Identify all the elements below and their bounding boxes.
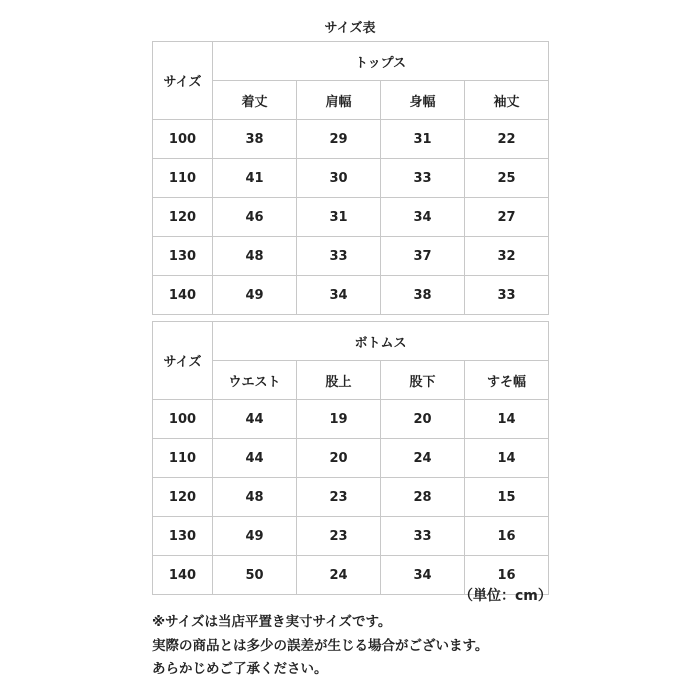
value-cell: 49 xyxy=(213,276,297,315)
value-cell: 50 xyxy=(213,556,297,595)
value-cell: 15 xyxy=(465,478,549,517)
value-cell: 34 xyxy=(381,556,465,595)
unit-label: （単位：cm） xyxy=(459,588,552,604)
table-row xyxy=(153,237,549,276)
value-cell: 19 xyxy=(297,400,381,439)
value-cell: 33 xyxy=(297,237,381,276)
value-cell: 31 xyxy=(381,120,465,159)
value-cell: 32 xyxy=(465,237,549,276)
bottoms-column-header: すそ幅 xyxy=(465,361,549,400)
value-cell: 48 xyxy=(213,478,297,517)
value-cell: 44 xyxy=(213,439,297,478)
size-cell: 110 xyxy=(153,439,213,478)
value-cell: 24 xyxy=(381,439,465,478)
table-row xyxy=(153,198,549,237)
table-row xyxy=(153,120,549,159)
value-cell: 48 xyxy=(213,237,297,276)
value-cell: 44 xyxy=(213,400,297,439)
size-cell: 130 xyxy=(153,237,213,276)
value-cell: 22 xyxy=(465,120,549,159)
value-cell: 14 xyxy=(465,400,549,439)
value-cell: 33 xyxy=(465,276,549,315)
size-cell: 130 xyxy=(153,517,213,556)
page-title: サイズ表 xyxy=(324,21,376,36)
value-cell: 49 xyxy=(213,517,297,556)
note-line: ※サイズは当店平置き実寸サイズです。 xyxy=(152,614,392,630)
value-cell: 20 xyxy=(297,439,381,478)
table-row xyxy=(153,439,549,478)
value-cell: 34 xyxy=(297,276,381,315)
size-cell: 100 xyxy=(153,400,213,439)
note-line: 実際の商品とは多少の誤差が生じる場合がございます。 xyxy=(152,637,489,654)
value-cell: 31 xyxy=(297,198,381,237)
value-cell: 41 xyxy=(213,159,297,198)
size-cell: 120 xyxy=(153,478,213,517)
value-cell: 23 xyxy=(297,478,381,517)
table-row xyxy=(153,159,549,198)
value-cell: 28 xyxy=(381,478,465,517)
value-cell: 34 xyxy=(381,198,465,237)
value-cell: 27 xyxy=(465,198,549,237)
value-cell: 46 xyxy=(213,198,297,237)
tops-column-header: 肩幅 xyxy=(297,81,381,120)
value-cell: 38 xyxy=(213,120,297,159)
tops-column-header: 着丈 xyxy=(213,81,297,120)
size-cell: 140 xyxy=(153,556,213,595)
value-cell: 23 xyxy=(297,517,381,556)
size-cell: 100 xyxy=(153,120,213,159)
table-row xyxy=(153,517,549,556)
tops-group-header: トップス xyxy=(213,42,549,81)
value-cell: 20 xyxy=(381,400,465,439)
value-cell: 38 xyxy=(381,276,465,315)
tops-column-header: 袖丈 xyxy=(465,81,549,120)
value-cell: 33 xyxy=(381,159,465,198)
bottoms-column-header: ウエスト xyxy=(213,361,297,400)
size-cell: 110 xyxy=(153,159,213,198)
bottoms-column-header: 股下 xyxy=(381,361,465,400)
bottoms-size-header: サイズ xyxy=(153,322,213,400)
table-row xyxy=(153,276,549,315)
table-row xyxy=(153,400,549,439)
value-cell: 29 xyxy=(297,120,381,159)
tops-size-table xyxy=(152,41,549,315)
size-cell: 120 xyxy=(153,198,213,237)
value-cell: 24 xyxy=(297,556,381,595)
size-cell: 140 xyxy=(153,276,213,315)
value-cell: 14 xyxy=(465,439,549,478)
bottoms-size-table xyxy=(152,321,549,595)
bottoms-group-header: ボトムス xyxy=(213,322,549,361)
table-row xyxy=(153,478,549,517)
value-cell: 30 xyxy=(297,159,381,198)
note-line: あらかじめご了承ください。 xyxy=(152,661,328,677)
value-cell: 16 xyxy=(465,517,549,556)
value-cell: 25 xyxy=(465,159,549,198)
notes-block xyxy=(152,611,692,682)
value-cell: 33 xyxy=(381,517,465,556)
value-cell: 37 xyxy=(381,237,465,276)
bottoms-column-header: 股上 xyxy=(297,361,381,400)
value-cell: 16 xyxy=(465,556,549,595)
tops-size-header: サイズ xyxy=(153,42,213,120)
tops-column-header: 身幅 xyxy=(381,81,465,120)
